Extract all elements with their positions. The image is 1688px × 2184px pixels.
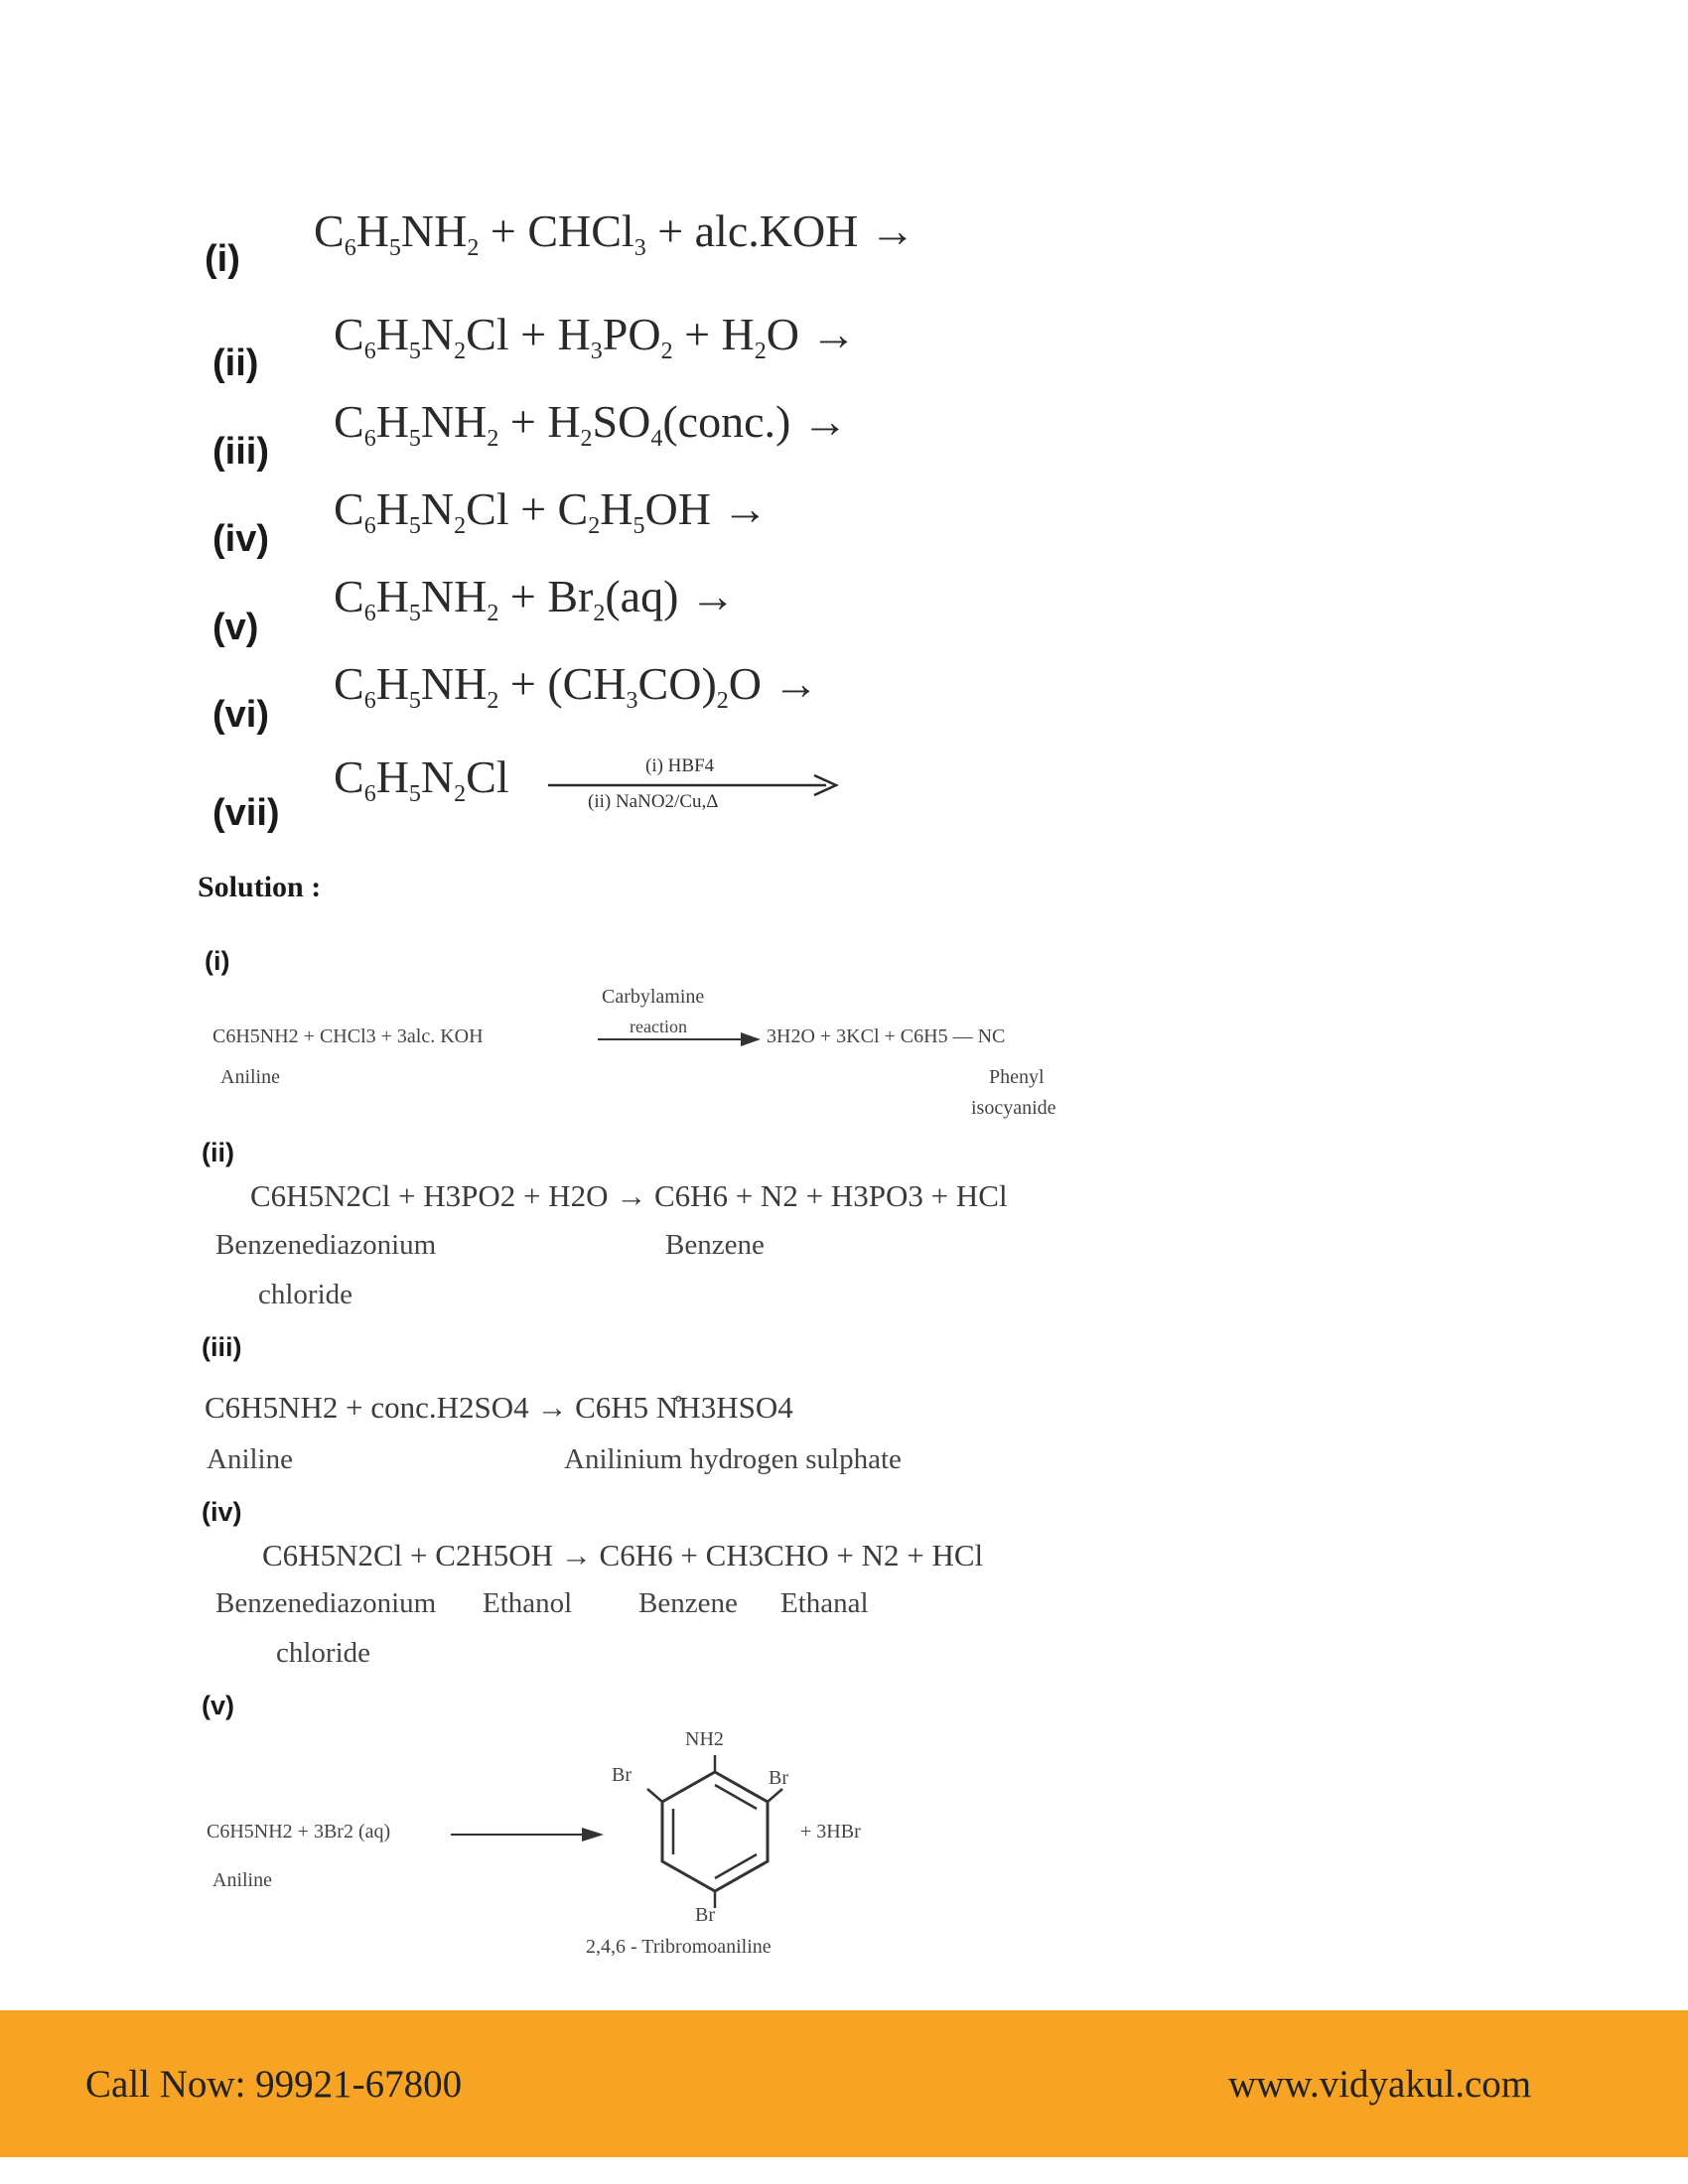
question-equation: $C_6H_5NH_2 + (CH_3CO)_2O$ → xyxy=(334,658,819,714)
compound-name: Benzene xyxy=(665,1229,765,1261)
website-link[interactable]: www.vidyakul.com xyxy=(1228,2063,1532,2106)
reaction-arrow xyxy=(596,1026,765,1052)
substituent-label: Br xyxy=(769,1767,788,1789)
reaction-equation: C6H5NH2 + conc.H2SO4 → C6H5 N̊H3HSO4 xyxy=(205,1390,793,1425)
question-equation: $C_6H_5NH_2$ + CHCl$_3$ + alc.KOH → xyxy=(314,205,915,261)
arrow-condition-top: (i) HBF4 xyxy=(645,755,715,776)
byproduct: + 3HBr xyxy=(800,1821,861,1843)
substituent-label: Br xyxy=(695,1904,715,1926)
compound-name: chloride xyxy=(276,1637,371,1669)
arrow-label-bottom: reaction xyxy=(630,1017,687,1036)
question-equation: $C_6H_5N_2Cl$ xyxy=(334,751,509,807)
question-label: (vi) xyxy=(212,694,269,736)
question-equation: $C_6H_5N_2Cl + H_3PO_2 + H_2O$ → xyxy=(334,309,857,364)
solution-label: (iii) xyxy=(202,1332,242,1362)
arrow-condition-bottom: (ii) NaNO2/Cu,Δ xyxy=(588,791,719,812)
compound-name: Benzene xyxy=(638,1587,738,1619)
substituent-label: Br xyxy=(612,1764,632,1786)
question-label: (iv) xyxy=(212,518,269,560)
compound-name: Ethanal xyxy=(780,1587,869,1619)
solution-label: (i) xyxy=(205,946,230,976)
question-equation: $C_6H_5N_2Cl + C_2H_5OH$ → xyxy=(334,483,769,539)
solution-label: (iv) xyxy=(202,1497,242,1527)
question-label: (v) xyxy=(212,607,259,648)
reaction-left: C6H5NH2 + 3Br2 (aq) xyxy=(207,1821,391,1843)
solution-label: (ii) xyxy=(202,1138,234,1167)
compound-name: Anilinium hydrogen sulphate xyxy=(564,1443,902,1475)
solution-title: Solution : xyxy=(198,871,322,903)
question-label: (i) xyxy=(205,238,240,280)
reaction-left: C6H5NH2 + CHCl3 + 3alc. KOH xyxy=(212,1025,484,1047)
solution-label: (v) xyxy=(202,1691,234,1720)
reaction-arrow xyxy=(449,1822,608,1847)
compound-name: Aniline xyxy=(207,1443,293,1475)
compound-name: Benzenediazonium xyxy=(215,1229,437,1261)
compound-name: isocyanide xyxy=(971,1097,1056,1119)
question-equation: $C_6H_5NH_2 + Br_2(aq)$ → xyxy=(334,571,736,626)
question-label: (vii) xyxy=(212,792,280,834)
reaction-equation: C6H5N2Cl + C2H5OH → C6H6 + CH3CHO + N2 + HCl xyxy=(262,1538,984,1572)
question-label: (iii) xyxy=(212,431,269,473)
question-label: (ii) xyxy=(212,342,259,384)
compound-name: Benzenediazonium xyxy=(215,1587,437,1619)
compound-name: Aniline xyxy=(212,1869,272,1891)
reaction-equation: C6H5N2Cl + H3PO2 + H2O → C6H6 + N2 + H3PO3 + HCl xyxy=(250,1178,1008,1213)
arrow-label-top: Carbylamine xyxy=(602,986,705,1008)
compound-name: Phenyl xyxy=(989,1066,1045,1088)
reaction-right: 3H2O + 3KCl + C6H5 — NC xyxy=(767,1025,1006,1047)
product-name: 2,4,6 - Tribromoaniline xyxy=(586,1936,772,1958)
compound-name: chloride xyxy=(258,1279,353,1310)
compound-name: Aniline xyxy=(220,1066,280,1088)
call-now-text: Call Now: 99921-67800 xyxy=(85,2063,463,2106)
question-equation: $C_6H_5NH_2$ + $H_2SO_4(conc.)$ → xyxy=(334,396,848,452)
substituent-label: NH2 xyxy=(685,1728,724,1750)
compound-name: Ethanol xyxy=(483,1587,573,1619)
